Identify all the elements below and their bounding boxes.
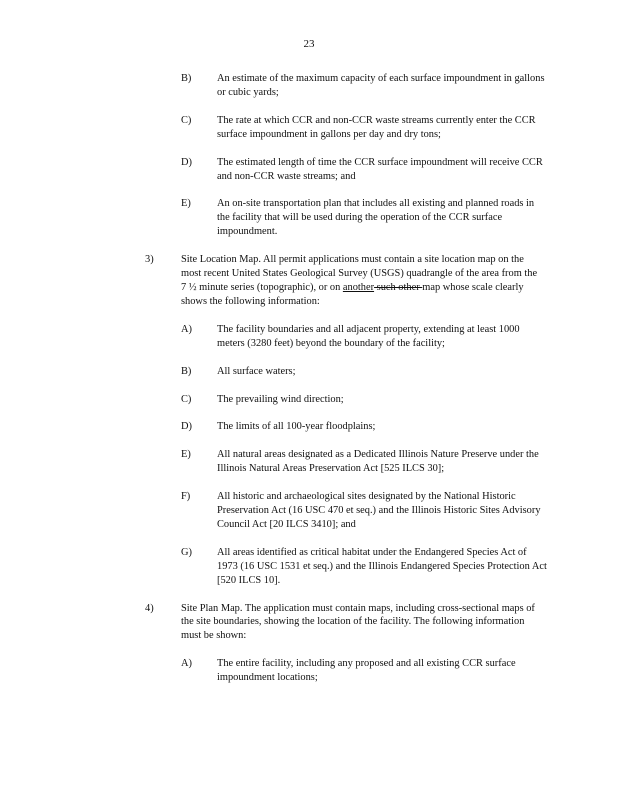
section-site-plan-map [0, 602, 618, 644]
page-number: 23 [303, 38, 315, 50]
list-item [0, 365, 618, 379]
item-label: B) [181, 73, 192, 84]
list-item [0, 448, 618, 476]
item-text: An estimate of the maximum capacity of each surface impoundment in gallons or cubic yards; [217, 73, 545, 98]
list-item [0, 197, 618, 239]
item-text: All areas identified as critical habitat under the Endangered Species Act of 1973 (16 USC 1531 et seq.) and the Illinois Endangered Species Protection Act [520 ILCS 10]. [217, 546, 547, 586]
list-item [0, 114, 618, 142]
item-text: The rate at which CCR and non-CCR waste streams currently enter the CCR surface impoundment in gallons per day and dry tons; [217, 114, 536, 140]
list-item [0, 156, 618, 184]
item-text: An on-site transportation plan that includes all existing and planned roads in the facility that will be used during the operation of the CCR surface impoundment. [217, 198, 535, 238]
document-body [0, 72, 618, 699]
item-text: The estimated length of time the CCR surface impoundment will receive CCR and non-CCR waste streams; and [217, 156, 543, 182]
item-label: C) [181, 393, 192, 405]
item-label: A) [181, 323, 192, 335]
item-text: The entire facility, including any proposed and all existing CCR surface impoundment locations; [217, 658, 516, 684]
inserted-text: another [342, 281, 375, 293]
item-text: The prevailing wind direction; [217, 393, 344, 405]
item-text: The limits of all 100-year floodplains; [217, 421, 376, 433]
list-item [0, 323, 618, 351]
item-label: A) [181, 658, 192, 670]
item-label: 4) [145, 602, 154, 614]
item-label: E) [181, 449, 191, 461]
item-text-start: Site Location Map. All permit applications must contain a site location map on the most recent United States Geological Survey (USGS) quadrangle of the area from the 7 ½ minute series (topographic), or on [181, 254, 538, 293]
item-text: All surface waters; [217, 365, 296, 377]
list-item [0, 490, 618, 532]
item-label: D) [181, 421, 192, 433]
item-label: G) [181, 546, 192, 558]
deleted-text: such other [374, 281, 423, 293]
item-text: All historic and archaeological sites designated by the National Historic Preservation Act (16 USC 470 et seq.) and the Illinois Historic Sites Advisory Council Act [20 ILCS 3410]; and [217, 491, 541, 530]
item-label: 3) [145, 254, 154, 266]
item-label: B) [181, 365, 192, 377]
list-item [0, 393, 618, 407]
list-item [0, 546, 618, 588]
list-item [0, 657, 618, 685]
item-label: E) [181, 198, 191, 210]
item-text: Site Plan Map. The application must contain maps, including cross-sectional maps of the site boundaries, showing the location of the facility. The following information must be shown: [181, 602, 535, 642]
item-label: F) [181, 491, 191, 503]
item-text-end: map whose scale clearly shows the following information: [181, 281, 524, 307]
section-site-location-map [0, 253, 618, 309]
item-label: C) [181, 114, 192, 126]
item-text: All natural areas designated as a Dedicated Illinois Nature Preserve under the Illinois Natural Areas Preservation Act [525 ILCS 30]; [217, 449, 539, 475]
list-item [0, 420, 618, 434]
item-label: D) [181, 156, 192, 168]
item-text [181, 253, 541, 309]
item-text: The facility boundaries and all adjacent property, extending at least 1000 meters (3280 feet) beyond the boundary of the facility; [217, 323, 520, 349]
list-item [0, 72, 618, 100]
